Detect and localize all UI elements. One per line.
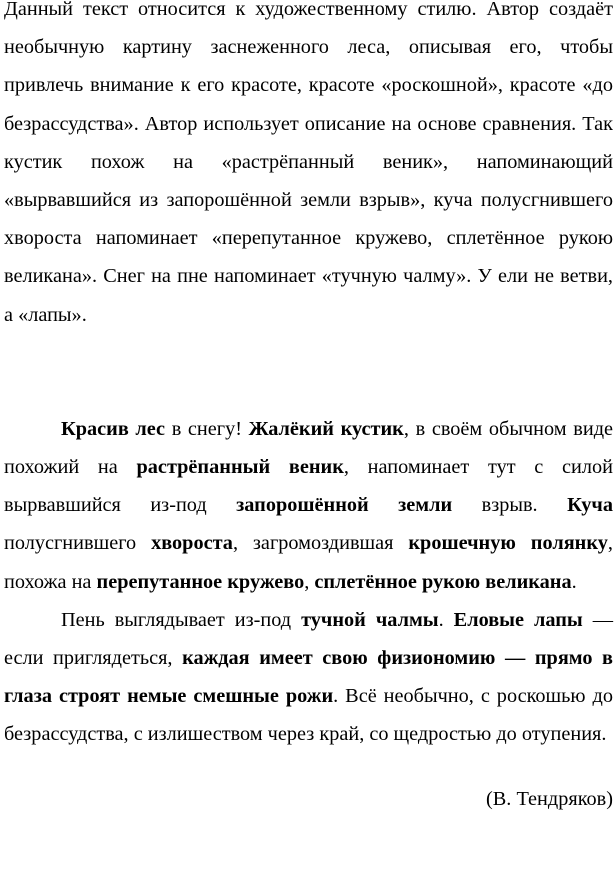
text-segment: , [304,570,315,593]
text-segment: , похожа на [4,532,613,593]
excerpt-paragraph-2 [4,601,613,754]
text-segment: — если приглядеться, [4,608,614,670]
document-page [4,0,613,818]
bold-phrase: растрёпанный веник [136,456,344,479]
bold-phrase: тучной чалмы [301,608,439,631]
bold-phrase: Красив лес [61,417,166,440]
text-segment: взрыв. [452,494,568,517]
text-segment: , загромоздившая [232,532,409,555]
text-segment: . [571,570,577,593]
bold-phrase: перепутанное кружево [96,570,305,593]
bold-phrase: Еловые лапы [453,608,583,631]
text-segment: . Всё необычно, с роскошью до безрассудства, с излишеством через край, со щедростью до отупения. [4,685,614,746]
bold-phrase: хвороста [151,532,233,555]
text-segment: , напоминает тут с силой вырвавшийся из-под [4,456,613,517]
text-segment: , в своём обычном виде похожий на [4,417,614,479]
text-segment: . [438,608,454,631]
bold-phrase: Жалёкий кустик [248,417,404,440]
bold-phrase: Куча [567,494,613,517]
bold-phrase: запорошённой земли [236,494,453,517]
text-segment: Пень выглядывает из-под [61,608,302,631]
text-segment: полусгнившего [4,532,152,555]
bold-phrase: каждая имеет свою физиономию — прямо в глаза строят немые смешные рожи [4,647,614,708]
analysis-paragraph: Данный текст относится к художественному стилю. Автор создаёт необычную картину заснеженного леса, описывая его, чтобы привлечь внимание к его красоте, красоте «роскошной», красоте «до безрассудства». Автор использует описание на основе сравнения. Так кустик похож на «растрёпанный веник», напоминающий «вырвавшийся из запорошённой земли взрыв», куча полусгнившего хвороста напоминает «перепутанное кружево, сплетённое рукою великана». Снег на пне напоминает «тучную чалму». У ели не ветви, а «лапы». [4,0,613,326]
excerpt-paragraph-1 [4,410,613,601]
text-segment: в снегу! [165,417,249,440]
author-attribution: (В. Тендряков) [486,787,613,810]
bold-phrase: сплетённое рукою великана [314,570,572,593]
bold-phrase: крошечную полянку [408,532,608,555]
